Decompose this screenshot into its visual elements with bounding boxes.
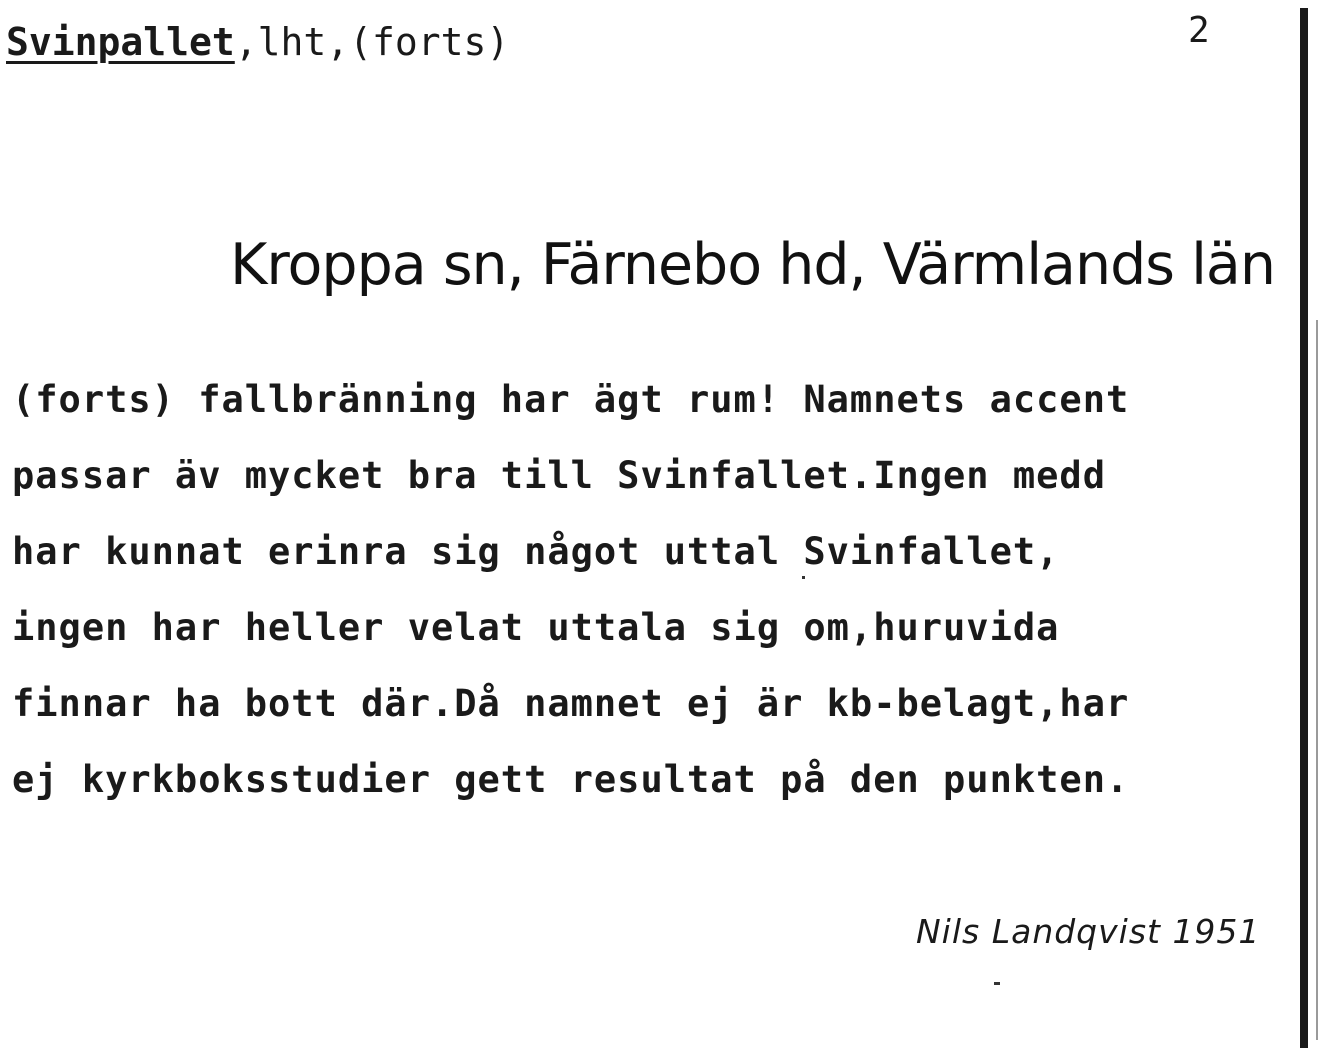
body-line: passar äv mycket bra till Svinfallet.Ingen medd bbox=[12, 454, 1106, 497]
card-edge bbox=[1300, 8, 1308, 1048]
body-text bbox=[12, 362, 1287, 818]
ink-speck bbox=[994, 982, 1000, 985]
header-rest: ,lht,(forts) bbox=[234, 20, 510, 64]
location-heading: Kroppa sn, Färnebo hd, Värmlands län bbox=[230, 232, 1275, 298]
card-edge-shadow bbox=[1316, 320, 1318, 1040]
body-line: (forts) fallbränning har ägt rum! Namnets accent bbox=[12, 378, 1130, 421]
ink-speck bbox=[802, 576, 805, 579]
header-keyword: Svinpallet bbox=[6, 20, 235, 64]
body-line: ej kyrkboksstudier gett resultat på den punkten. bbox=[12, 758, 1130, 801]
page-number: 2 bbox=[1188, 10, 1210, 51]
body-line: ingen har heller velat uttala sig om,huruvida bbox=[12, 606, 1060, 649]
body-line: finnar ha bott där.Då namnet ej är kb-belagt,har bbox=[12, 682, 1130, 725]
signature: Nils Landqvist 1951 bbox=[916, 912, 1261, 951]
card-header bbox=[6, 20, 509, 64]
body-line: har kunnat erinra sig något uttal Svinfallet, bbox=[12, 530, 1060, 573]
